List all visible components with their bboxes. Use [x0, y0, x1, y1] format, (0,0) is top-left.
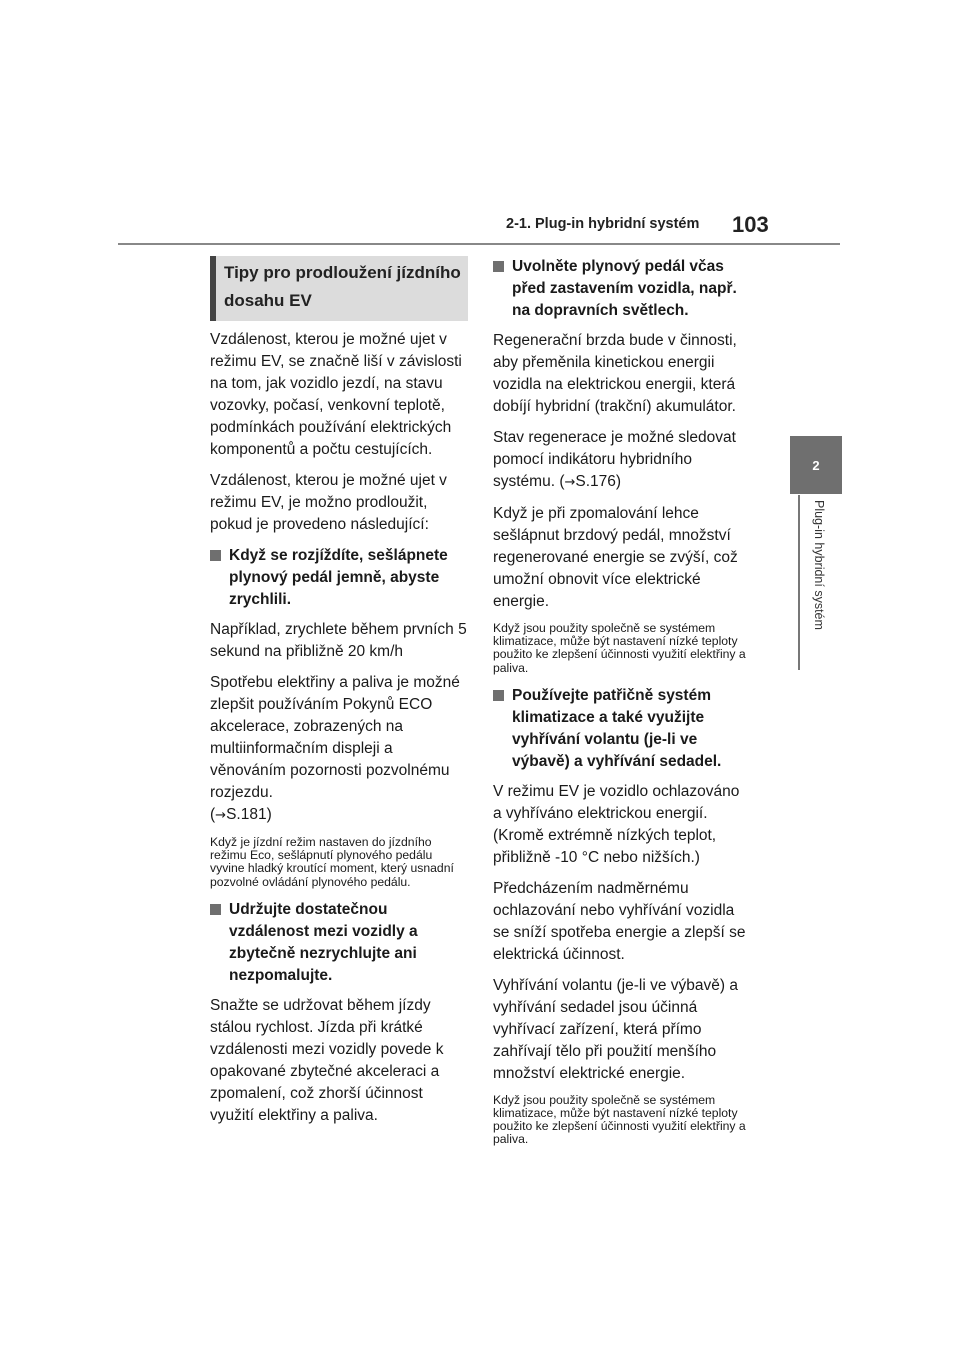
paragraph	[210, 672, 468, 827]
paragraph: Například, zrychlete během prvních 5 sekund na přibližně 20 km/h	[210, 621, 467, 660]
paragraph: Vyhřívání volantu (je-li ve výbavě) a vyhřívání sedadel jsou účinná vyhřívací zařízení, která přímo zahřívají tělo při použití menšího množství elektrické energie.	[493, 976, 738, 1082]
paragraph: Snažte se udržovat během jízdy stálou rychlost. Jízda při krátké vzdálenosti mezi vozidly povede k opakované zbytečné akceleraci a zpomalení, což zhorší účinnost využití elektřiny a paliva.	[210, 996, 444, 1124]
subheading	[210, 899, 468, 987]
section-title: 2-1. Plug-in hybridní systém	[506, 216, 700, 232]
paragraph: Regenerační brzda bude v činnosti, aby přeměnila kinetickou energii vozidla na elektrickou energii, která dobíjí hybridní (trakční) akumulátor.	[493, 332, 737, 415]
subheading	[210, 545, 468, 611]
arrow-icon: →	[564, 475, 576, 490]
subheading-text: Udržujte dostatečnou vzdálenost mezi vozidly a zbytečně nezrychlujte ani nezpomalujte.	[229, 900, 418, 984]
chapter-tab	[790, 436, 842, 494]
arrow-icon: →	[215, 808, 227, 823]
paragraph	[493, 427, 751, 494]
note: Když jsou použity společně se systémem klimatizace, může být nastavení nízké teploty použito ke zlepšení účinnosti využití elektřiny a paliva.	[493, 621, 746, 675]
paragraph: V režimu EV je vozidlo ochlazováno a vyhříváno elektrickou energií. (Kromě extrémně nízkých teplot, přibližně -10 °C nebo nižších.)	[493, 782, 740, 866]
page-reference[interactable]: S.176)	[575, 473, 622, 490]
subheading	[493, 256, 751, 322]
subheading-text: Když se rozjíždíte, sešlápnete plynový pedál jemně, abyste zrychlili.	[229, 547, 448, 608]
subheading-text: Používejte patřičně systém klimatizace a také využijte vyhřívání volantu (je-li ve výbavě) a vyhřívání sedadel.	[512, 686, 722, 770]
square-bullet-icon	[493, 261, 504, 272]
square-bullet-icon	[210, 904, 221, 915]
ref-open: (	[210, 806, 216, 823]
chapter-number: 2	[812, 457, 820, 473]
paragraph: Vzdálenost, kterou je možné ujet v režimu EV, je možno prodloužit, pokud je provedeno následující:	[210, 472, 447, 533]
page-number: 103	[732, 212, 769, 237]
subheading	[493, 685, 751, 773]
left-column	[210, 256, 468, 1136]
square-bullet-icon	[493, 690, 504, 701]
note: Když je jízdní režim nastaven do jízdního režimu Eco, sešlápnutí plynového pedálu vyvine hladký kroutící moment, který usnadní pozvolné ovládání plynového pedálu.	[210, 835, 454, 889]
chapter-label: Plug-in hybridní systém	[812, 500, 826, 630]
paragraph-text: Spotřebu elektřiny a paliva je možné zlepšit používáním Pokynů ECO akcelerace, zobrazených na multiinformačním displeji a věnováním pozornosti pozvolnému rozjezdu.	[210, 674, 460, 801]
box-title: Tipy pro prodloužení jízdního dosahu EV	[210, 256, 468, 321]
paragraph: Když je při zpomalování lehce sešlápnut brzdový pedál, množství regenerované energie se zvýší, což umožní obnovit více elektrické energie.	[493, 505, 738, 610]
subheading-text: Uvolněte plynový pedál včas před zastavením vozidla, např. na dopravních světlech.	[512, 258, 737, 319]
paragraph-text: Stav regenerace je možné sledovat pomocí indikátoru hybridního systému. (	[493, 429, 736, 490]
note: Když jsou použity společně se systémem klimatizace, může být nastavení nízké teploty použito ke zlepšení účinnosti využití elektřiny a paliva.	[493, 1092, 746, 1147]
paragraph: Předcházením nadměrnému ochlazování nebo vyhřívání vozidla se sníží spotřeba energie a zlepší se elektrická účinnost.	[493, 879, 746, 963]
page-reference[interactable]: S.181)	[226, 806, 272, 823]
right-column	[493, 256, 751, 1157]
side-divider	[798, 495, 800, 670]
header-divider	[118, 243, 840, 245]
square-bullet-icon	[210, 550, 221, 561]
paragraph: Vzdálenost, kterou je možné ujet v režimu EV, se značně liší v závislosti na tom, jak vozidlo jezdí, na stavu vozovky, počasí, venkovní teplotě, podmínkách používání elektrických komponentů a počtu cestujících.	[210, 331, 462, 458]
